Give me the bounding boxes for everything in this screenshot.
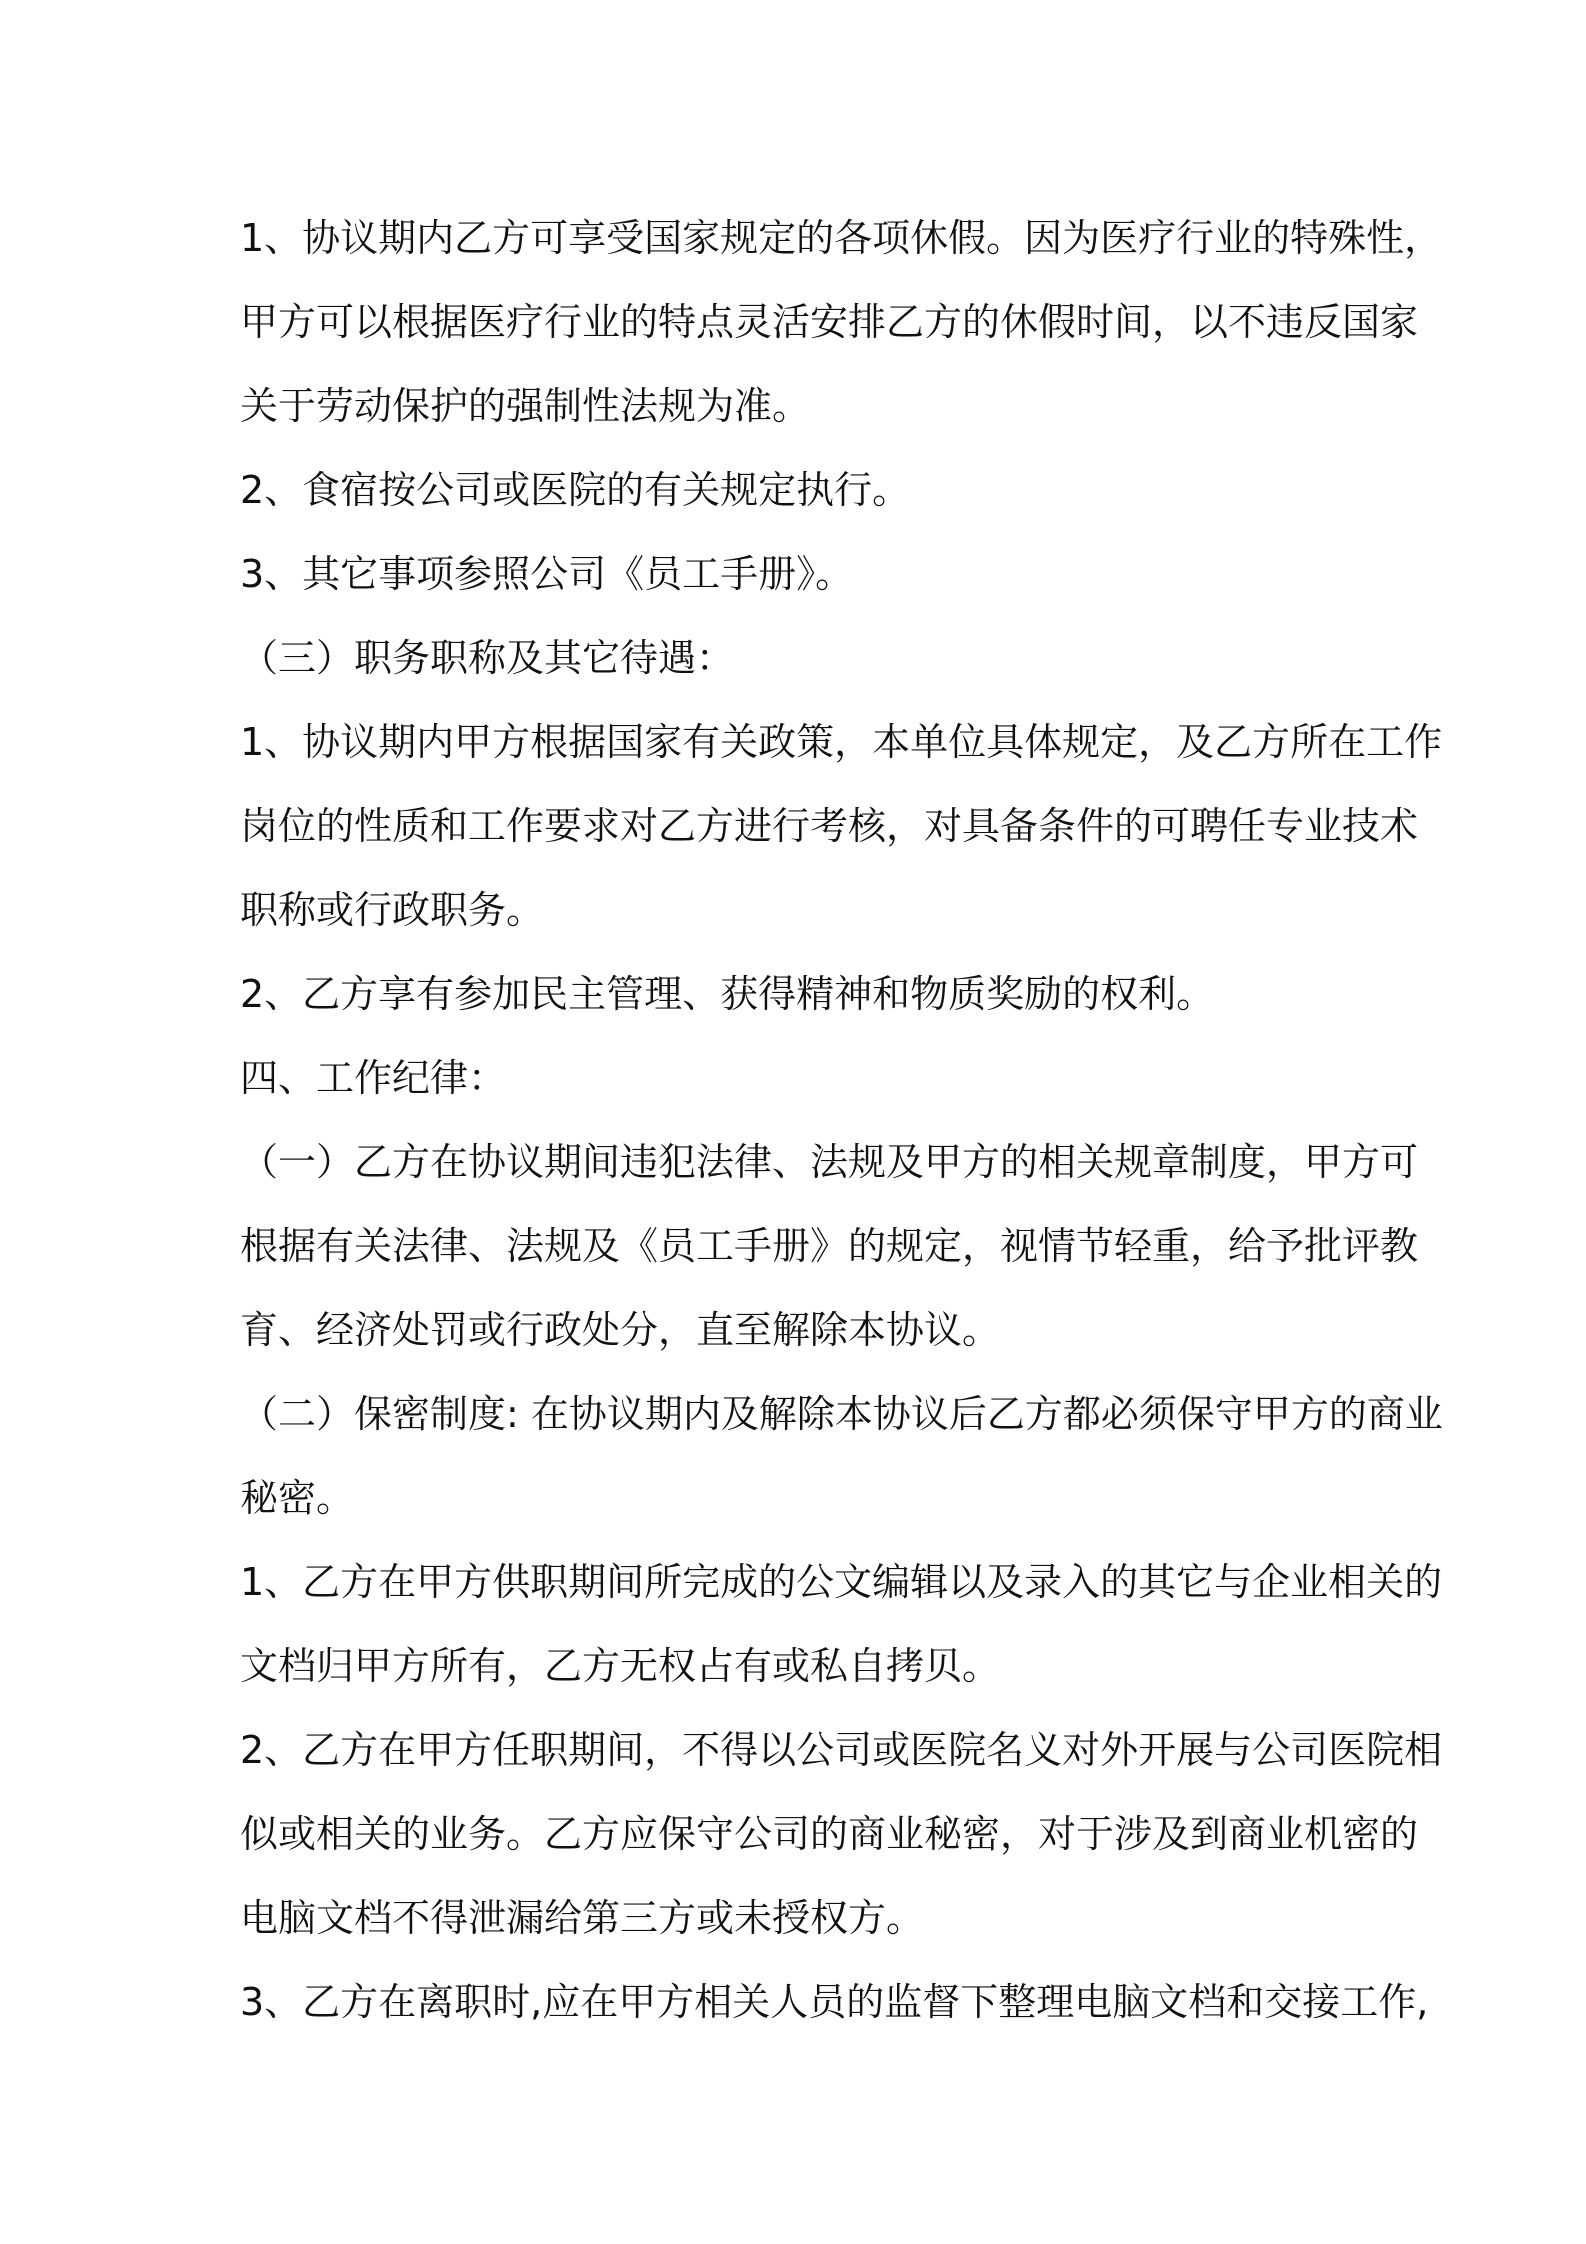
text-line-3: 关于劳动保护的强制性法规为准。 [240,384,811,428]
section-heading-4: 四、工作纪律： [240,1056,507,1100]
text-line-18: 文档归甲方所有，乙方无权占有或私自拷贝。 [240,1644,1001,1688]
text-line-21: 电脑文档不得泄漏给第三方或未授权方。 [240,1896,925,1940]
text-line-19: 2、乙方在甲方任职期间，不得以公司或医院名义对外开展与公司医院相 [240,1728,1443,1772]
section-heading-3: （三）职务职称及其它待遇： [240,636,735,680]
text-line-2: 甲方可以根据医疗行业的特点灵活安排乙方的休假时间，以不违反国家 [240,300,1419,344]
text-line-10: 2、乙方享有参加民主管理、获得精神和物质奖励的权利。 [240,972,1215,1016]
document-body [240,196,1443,2044]
text-line-1: 1、协议期内乙方可享受国家规定的各项休假。因为医疗行业的特殊性， [240,216,1443,260]
text-line-4: 2、食宿按公司或医院的有关规定执行。 [240,468,911,512]
text-line-5: 3、其它事项参照公司《员工手册》。 [240,552,854,596]
text-line-7: 1、协议期内甲方根据国家有关政策，本单位具体规定，及乙方所在工作 [240,720,1443,764]
text-line-22: 3、乙方在离职时,应在甲方相关人员的监督下整理电脑文档和交接工作, [240,1980,1429,2024]
text-line-17: 1、乙方在甲方供职期间所完成的公文编辑以及录入的其它与企业相关的 [240,1560,1443,1604]
text-line-13: 根据有关法律、法规及《员工手册》的规定，视情节轻重，给予批评教 [240,1224,1419,1268]
text-line-8: 岗位的性质和工作要求对乙方进行考核，对具备条件的可聘任专业技术 [240,804,1419,848]
text-line-20: 似或相关的业务。乙方应保守公司的商业秘密，对于涉及到商业机密的 [240,1812,1419,1856]
text-line-14: 育、经济处罚或行政处分，直至解除本协议。 [240,1308,1001,1352]
text-line-12: （一）乙方在协议期间违犯法律、法规及甲方的相关规章制度，甲方可 [240,1140,1419,1184]
text-line-16: 秘密。 [240,1476,355,1520]
text-line-9: 职称或行政职务。 [240,888,545,932]
text-line-15: （二）保密制度: 在协议期内及解除本协议后乙方都必须保守甲方的商业 [240,1392,1443,1436]
